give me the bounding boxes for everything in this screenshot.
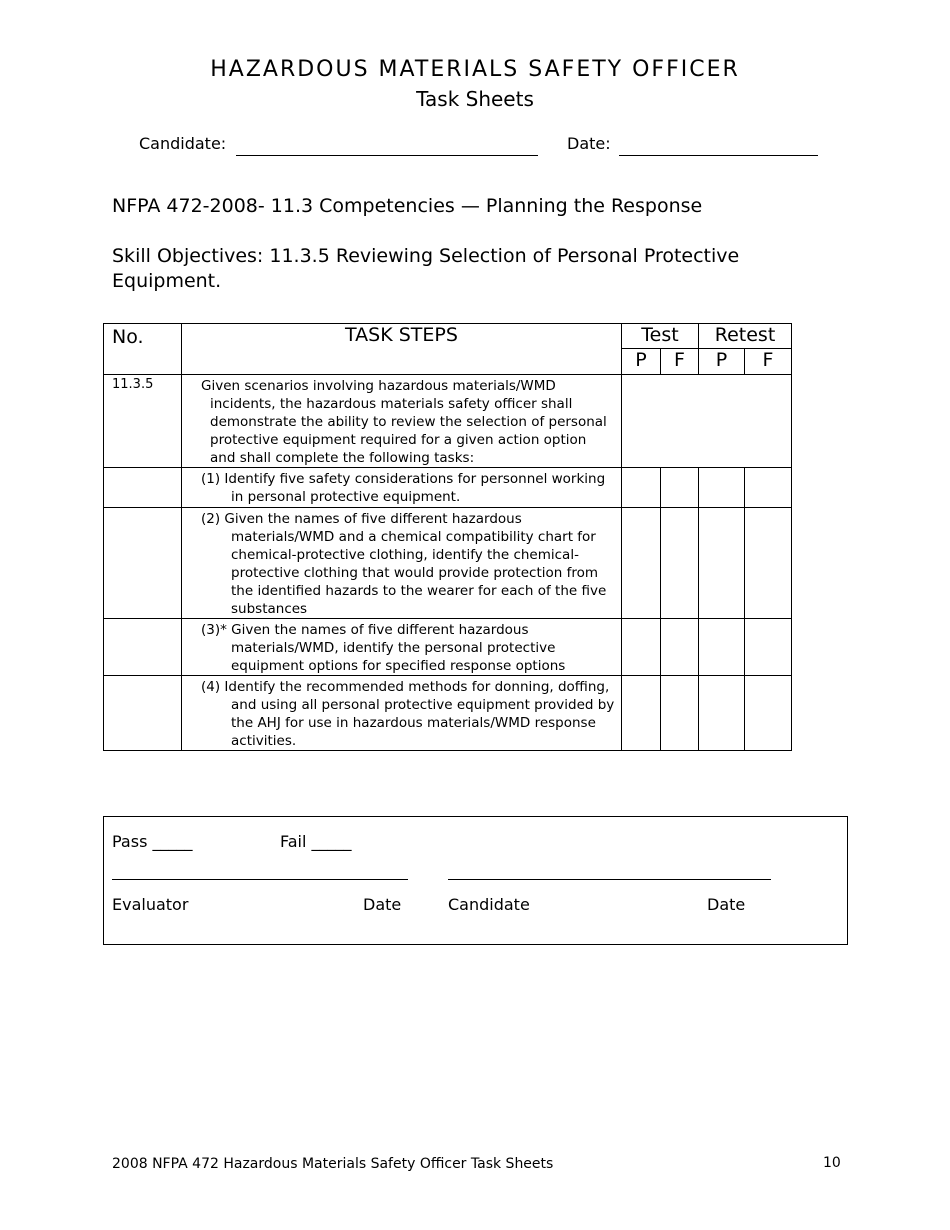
standard-heading: NFPA 472-2008- 11.3 Competencies — Planning the Response	[112, 195, 703, 217]
result-box	[103, 816, 848, 945]
evaluator-signature-line[interactable]	[112, 879, 408, 880]
candidate-signature-line[interactable]	[448, 879, 771, 880]
test-pass-cell[interactable]	[622, 468, 661, 508]
column-header-no: No.	[104, 324, 182, 375]
date-label: Date:	[567, 134, 611, 153]
test-fail-header: F	[661, 349, 699, 375]
step-text: (3)* Given the names of five different hazardous materials/WMD, identify the personal protective equipment options for specified response options	[201, 622, 566, 674]
retest-fail-cell[interactable]	[745, 468, 792, 508]
candidate-date-label: Date	[707, 895, 746, 914]
evaluator-label: Evaluator	[112, 895, 189, 914]
retest-pass-cell[interactable]	[699, 508, 745, 619]
retest-fail-header: F	[745, 349, 792, 375]
test-fail-cell[interactable]	[661, 468, 699, 508]
retest-fail-cell[interactable]	[745, 508, 792, 619]
pass-field[interactable]: Pass _____	[112, 832, 193, 851]
retest-fail-cell[interactable]	[745, 676, 792, 751]
footer-text: 2008 NFPA 472 Hazardous Materials Safety Officer Task Sheets	[112, 1156, 554, 1172]
column-header-task-steps: TASK STEPS	[182, 324, 622, 375]
candidate-label: Candidate:	[139, 134, 227, 153]
intro-task-text: Given scenarios involving hazardous materials/WMD incidents, the hazardous materials safety officer shall demonstrate the ability to review the selection of personal protective equipment required for a given action option and shall complete the following tasks:	[201, 378, 607, 466]
test-pass-cell[interactable]	[622, 508, 661, 619]
row-number: 11.3.5	[104, 375, 182, 468]
candidate-signature-label: Candidate	[448, 895, 530, 914]
skill-objectives: Skill Objectives: 11.3.5 Reviewing Selection of Personal Protective Equipment.	[112, 245, 740, 292]
page-title: HAZARDOUS MATERIALS SAFETY OFFICER	[210, 57, 740, 82]
column-header-test: Test	[622, 324, 699, 349]
intro-blank-cell	[622, 375, 792, 468]
step-text: (1) Identify five safety considerations for personnel working in personal protective equipment.	[201, 471, 606, 505]
page-subtitle: Task Sheets	[416, 87, 534, 111]
test-fail-cell[interactable]	[661, 676, 699, 751]
page-number: 10	[823, 1155, 841, 1171]
test-pass-cell[interactable]	[622, 619, 661, 676]
row-number	[104, 468, 182, 508]
test-fail-cell[interactable]	[661, 508, 699, 619]
retest-pass-cell[interactable]	[699, 468, 745, 508]
table-row	[104, 619, 792, 676]
test-pass-cell[interactable]	[622, 676, 661, 751]
date-field-line	[619, 155, 818, 156]
candidate-field-line	[236, 155, 538, 156]
row-number	[104, 508, 182, 619]
test-fail-cell[interactable]	[661, 619, 699, 676]
task-steps-table	[103, 323, 792, 751]
table-row	[104, 676, 792, 751]
table-row	[104, 508, 792, 619]
table-row	[104, 375, 792, 468]
row-number	[104, 619, 182, 676]
column-header-retest: Retest	[699, 324, 792, 349]
retest-pass-header: P	[699, 349, 745, 375]
row-number	[104, 676, 182, 751]
step-text: (4) Identify the recommended methods for donning, doffing, and using all personal protective equipment provided by the AHJ for use in hazardous materials/WMD response activities.	[201, 679, 615, 749]
test-pass-header: P	[622, 349, 661, 375]
retest-pass-cell[interactable]	[699, 619, 745, 676]
retest-fail-cell[interactable]	[745, 619, 792, 676]
fail-field[interactable]: Fail _____	[280, 832, 352, 851]
retest-pass-cell[interactable]	[699, 676, 745, 751]
evaluator-date-label: Date	[363, 895, 402, 914]
table-row	[104, 468, 792, 508]
step-text: (2) Given the names of five different hazardous materials/WMD and a chemical compatibility chart for chemical-protective clothing, identify the chemical-protective clothing that would provide protection from the identified hazards to the wearer for each of the five substances	[201, 511, 607, 617]
